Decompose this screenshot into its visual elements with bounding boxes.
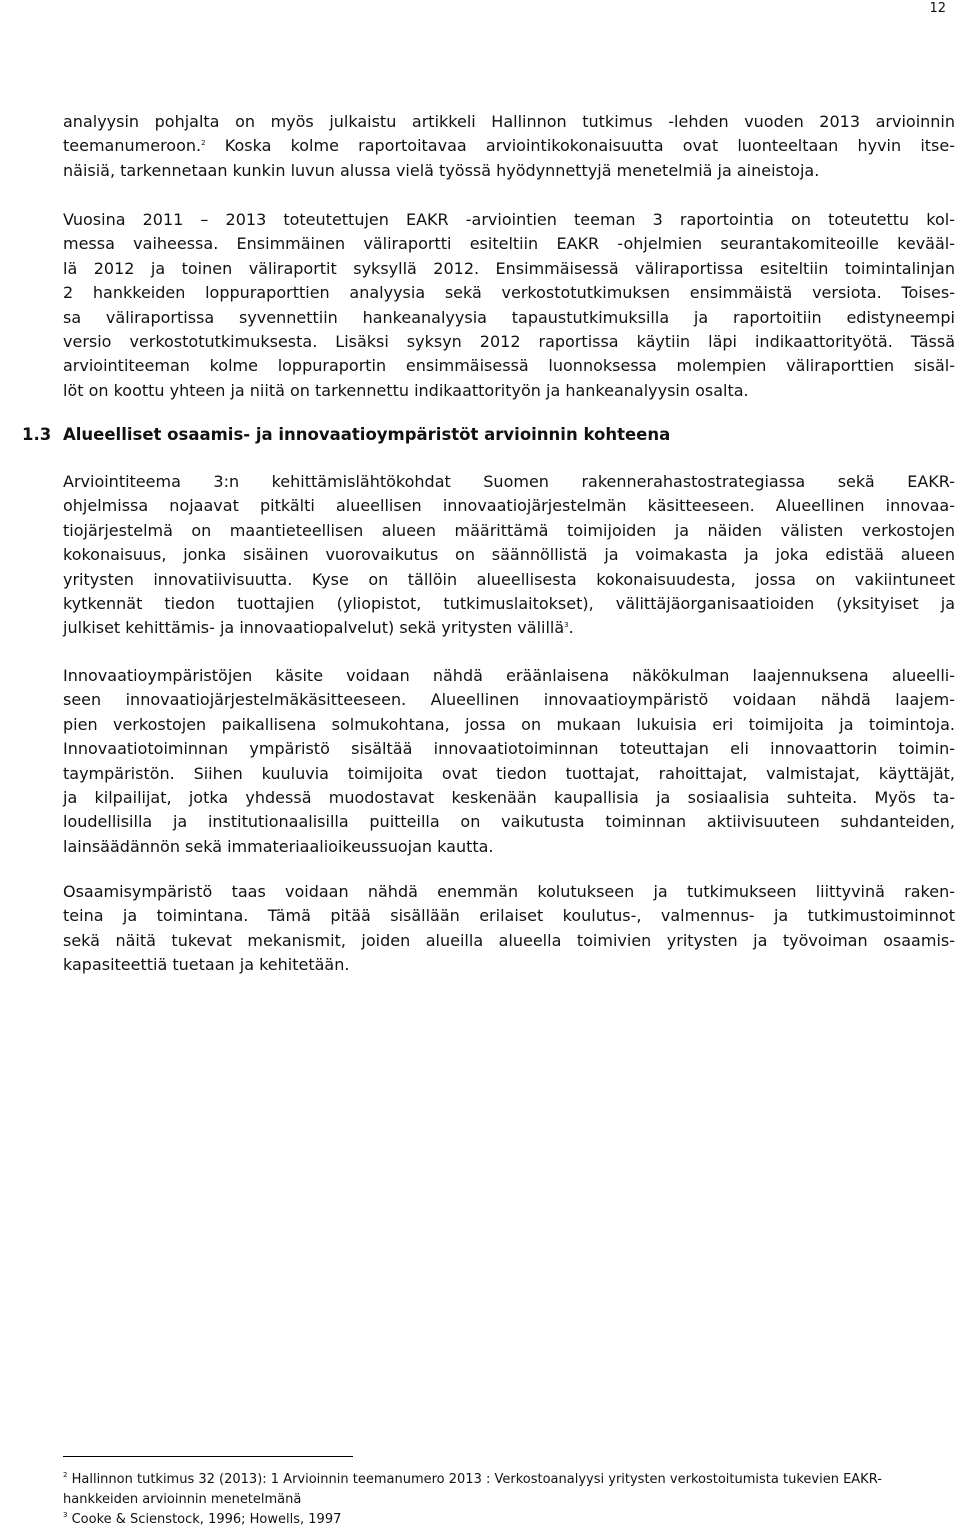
- footnote-separator: [63, 1456, 353, 1457]
- section-title: Alueelliset osaamis- ja innovaatioympäristöt arvioinnin kohteena: [63, 425, 671, 444]
- paragraph-innovation-system: [63, 470, 955, 641]
- intro-line-3: näisiä, tarkennetaan kunkin luvun alussa vielä työssä hyödynnettyjä menetelmiä ja aineistoja.: [63, 160, 820, 180]
- p3-line-7-end: .: [568, 618, 574, 638]
- p4-line-7: loudellisilla ja institutionaalisilla puitteilla on vaikutusta toiminnan aktiivisuuteen suhdanteiden,: [63, 812, 955, 832]
- p2-line-4: 2 hankkeiden loppuraporttien analyysia sekä verkostotutkimuksen ensimmäistä versiota. Toises-: [63, 283, 955, 303]
- footnote-3-line-1: [63, 1510, 943, 1530]
- section-number: 1.3: [22, 425, 52, 444]
- p2-line-7: arviointiteeman kolme loppuraportin ensimmäisessä luonnoksessa molempien väliraporttien sisäl-: [63, 356, 955, 376]
- footnote-2-line-1: [63, 1470, 943, 1490]
- footnote-2-marker: 2: [63, 1471, 68, 1479]
- p2-line-1: Vuosina 2011 – 2013 toteutettujen EAKR -arviointien teeman 3 raportointia on toteutettu kol-: [63, 210, 955, 229]
- footnote-ref-2[interactable]: 2: [201, 139, 206, 148]
- p2-line-6: versio verkostotutkimuksesta. Lisäksi syksyn 2012 raportissa käytiin läpi indikaattorityötä. Tässä: [63, 331, 955, 351]
- p3-line-3: tiojärjestelmä on maantieteellisen alueen määrittämä toimijoiden ja näiden välisten verkostojen: [63, 520, 955, 540]
- footnote-2-line-2: hankkeiden arvioinnin menetelmänä: [63, 1492, 302, 1507]
- p5-line-3: sekä näitä tukevat mekanismit, joiden alueilla alueella toimivien yritysten ja työvoiman osaamis-: [63, 930, 955, 950]
- p4-line-2: seen innovaatiojärjestelmäkäsitteeseen. Alueellinen innovaatioympäristö voidaan nähdä laajem-: [63, 690, 955, 710]
- p3-line-6: kytkennät tiedon tuottajien (yliopistot, tutkimuslaitokset), välittäjäorganisaatioiden (yksityiset ja: [63, 593, 955, 613]
- p4-line-1: Innovaatioympäristöjen käsite voidaan nähdä eräänlaisena näkökulman laajennuksena alueelli-: [63, 666, 955, 685]
- p2-line-3: lä 2012 ja toinen väliraportit syksyllä 2012. Ensimmäisessä väliraportissa esiteltiin toimintalinjan: [63, 258, 955, 278]
- intro-line-2-rest: Koska kolme raportoitavaa arviointikokonaisuutta ovat luonteeltaan hyvin itse-: [205, 136, 955, 156]
- intro-line-2-text: teemanumeroon.: [63, 136, 202, 156]
- footnote-3-text: Cooke & Scienstock, 1996; Howells, 1997: [67, 1512, 342, 1527]
- p3-line-1: Arviointiteema 3:n kehittämislähtökohdat Suomen rakennerahastostrategiassa sekä EAKR-: [63, 472, 955, 491]
- intro-line-1: analyysin pohjalta on myös julkaistu artikkeli Hallinnon tutkimus -lehden vuoden 2013 arvioinnin: [63, 112, 955, 131]
- footnote-ref-3[interactable]: 3: [564, 621, 569, 630]
- p4-line-5: taympäristön. Siihen kuuluvia toimijoita ovat tiedon tuottajat, rahoittajat, valmistajat, käyttäjät,: [63, 763, 955, 783]
- p3-line-5: yritysten innovatiivisuutta. Kyse on tällöin alueellisesta kokonaisuudesta, jossa on vakiintuneet: [63, 569, 955, 589]
- p3-line-7: [63, 616, 955, 640]
- paragraph-competence-environment: [63, 880, 955, 978]
- paragraph-innovation-environment: [63, 664, 955, 859]
- paragraph-reporting: [63, 208, 955, 403]
- p5-line-4: kapasiteettiä tuetaan ja kehitetään.: [63, 955, 350, 975]
- footnotes: [63, 1470, 943, 1530]
- p4-line-6: ja kilpailijat, jotka yhdessä muodostavat keskenään kaupallisia ja sosiaalisia suhteita. Myös ta-: [63, 787, 955, 807]
- intro-paragraph: [63, 110, 955, 183]
- footnote-2-text: Hallinnon tutkimus 32 (2013): 1 Arvioinnin teemanumero 2013 : Verkostoanalyysi yritysten verkostoitumista tukevien EAKR-: [67, 1472, 882, 1487]
- p2-line-2: messa vaiheessa. Ensimmäinen väliraportti esiteltiin EAKR -ohjelmien seurantakomiteoille kevääl-: [63, 234, 955, 254]
- intro-line-2: [63, 134, 955, 158]
- p4-line-4: Innovaatiotoiminnan ympäristö sisältää innovaatiotoiminnan toteuttajan eli innovaattorin toimin-: [63, 739, 955, 759]
- p3-line-7-text: julkiset kehittämis- ja innovaatiopalvelut) sekä yritysten välillä: [63, 618, 565, 638]
- p3-line-4: kokonaisuus, jonka sisäinen vuorovaikutus on säännöllistä ja voimakasta ja joka edistää alueen: [63, 545, 955, 565]
- p5-line-1: Osaamisympäristö taas voidaan nähdä enemmän kolutukseen ja tutkimukseen liittyvinä raken-: [63, 882, 955, 901]
- section-heading: [22, 422, 670, 448]
- page-number: 12: [929, 1, 946, 16]
- p2-line-8: löt on koottu yhteen ja niitä on tarkennettu indikaattorityön ja hankeanalyysin osalta.: [63, 380, 749, 400]
- p4-line-8: lainsäädännön sekä immateriaalioikeussuojan kautta.: [63, 836, 494, 856]
- footnote-3-marker: 3: [63, 1511, 68, 1519]
- p5-line-2: teina ja toimintana. Tämä pitää sisällään erilaiset koulutus-, valmennus- ja tutkimustoiminnot: [63, 906, 955, 926]
- p2-line-5: sa väliraportissa syvennettiin hankeanalyysia tapaustutkimuksilla ja raportoitiin edistyneempi: [63, 307, 955, 327]
- p3-line-2: ohjelmissa nojaavat pitkälti alueellisen innovaatiojärjestelmän käsitteeseen. Alueellinen innovaa-: [63, 496, 955, 516]
- p4-line-3: pien verkostojen paikallisena solmukohtana, jossa on mukaan lukuisia eri toimijoita ja toimintoja.: [63, 714, 955, 734]
